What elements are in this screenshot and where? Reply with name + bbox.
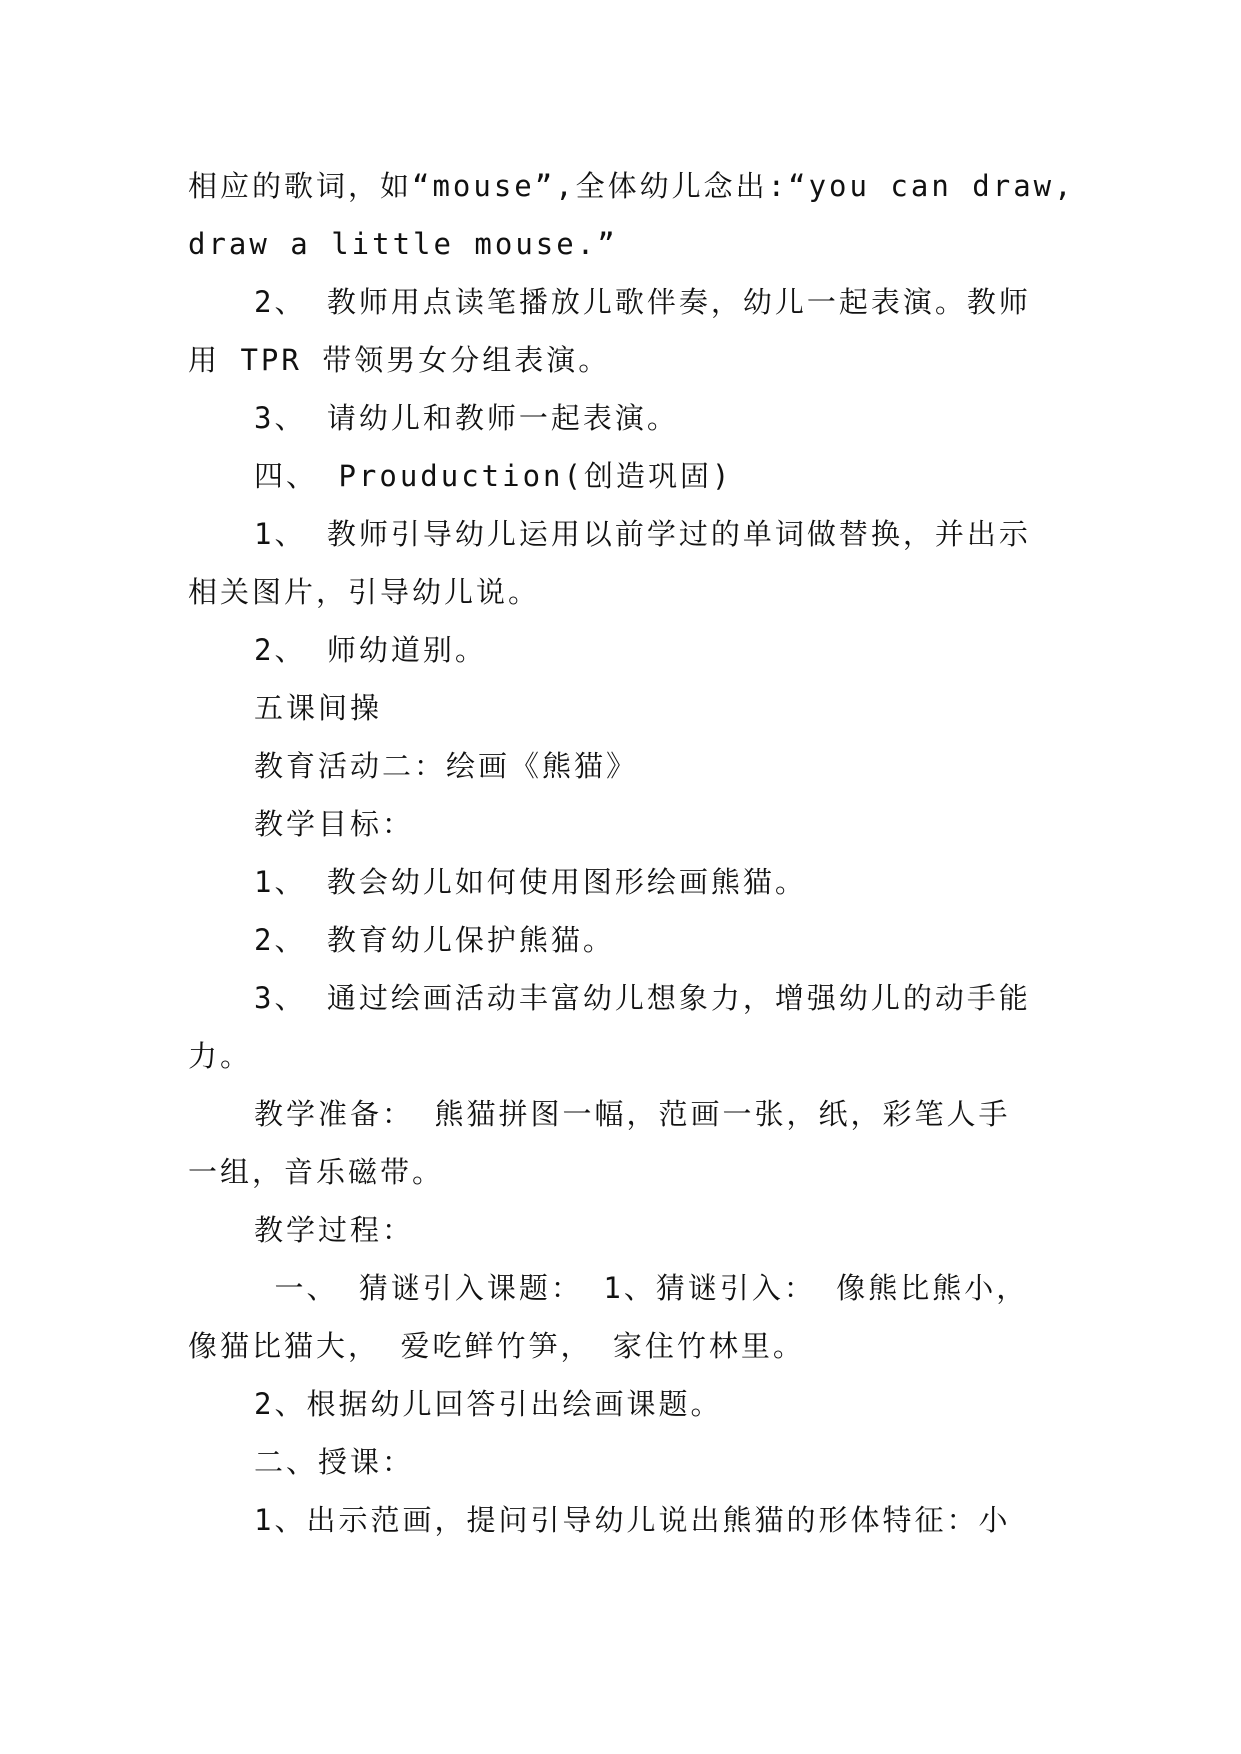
text-line-9: 2、 师幼道别。 xyxy=(254,633,487,667)
objective-3-cont: 力。 xyxy=(188,1039,253,1073)
text-line-4: 用 TPR 带领男女分组表演。 xyxy=(188,343,611,377)
objective-1: 1、 教会幼儿如何使用图形绘画熊猫。 xyxy=(254,865,807,899)
objective-3: 3、 通过绘画活动丰富幼儿想象力，增强幼儿的动手能 xyxy=(254,981,1031,1015)
preparation-line: 教学准备： 熊猫拼图一幅，范画一张，纸，彩笔人手 xyxy=(254,1097,1011,1131)
objective-2: 2、 教育幼儿保护熊猫。 xyxy=(254,923,615,957)
text-line-22: 2、根据幼儿回答引出绘画课题。 xyxy=(254,1387,723,1421)
riddle-line: 一、 猜谜引入课题： 1、猜谜引入： 像熊比熊小， xyxy=(254,1271,1029,1305)
section-heading-production: 四、 Prouduction(创造巩固) xyxy=(254,459,733,493)
text-line-7: 1、 教师引导幼儿运用以前学过的单词做替换，并出示 xyxy=(254,517,1031,551)
section-heading-break: 五课间操 xyxy=(254,691,383,725)
text-line-5: 3、 请幼儿和教师一起表演。 xyxy=(254,401,679,435)
preparation-cont: 一组，音乐磁带。 xyxy=(188,1155,445,1189)
text-line-8: 相关图片，引导幼儿说。 xyxy=(188,575,541,609)
text-line-1: 相应的歌词，如“mouse”,全体幼儿念出:“you can draw, xyxy=(188,169,1075,203)
process-heading: 教学过程： xyxy=(254,1213,415,1247)
objectives-heading: 教学目标： xyxy=(254,807,415,841)
lesson-heading: 二、授课： xyxy=(254,1445,415,1479)
text-line-3: 2、 教师用点读笔播放儿歌伴奏，幼儿一起表演。教师 xyxy=(254,285,1031,319)
text-line-2: draw a little mouse.” xyxy=(188,227,618,261)
text-line-24: 1、出示范画，提问引导幼儿说出熊猫的形体特征：小 xyxy=(254,1503,1011,1537)
activity-title: 教育活动二：绘画《熊猫》 xyxy=(254,749,639,783)
riddle-cont: 像猫比猫大， 爱吃鲜竹笋， 家住竹林里。 xyxy=(188,1329,805,1363)
